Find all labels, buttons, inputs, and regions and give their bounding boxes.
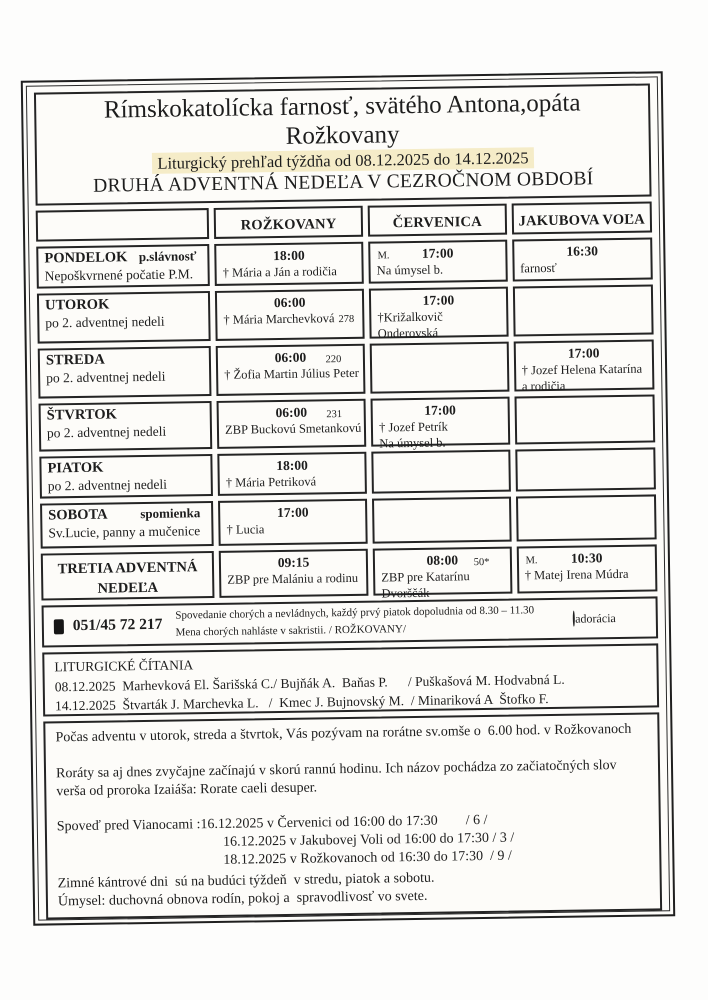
mass-cell-empty xyxy=(515,448,656,492)
mass-time: 17:00 xyxy=(567,345,600,362)
mass-cell xyxy=(369,287,508,339)
mass-time-row xyxy=(371,291,506,311)
mass-intention: † Žofia Martin Július Peter xyxy=(224,366,360,383)
title-block xyxy=(34,83,652,206)
mass-time-row xyxy=(220,503,365,523)
confession-info-line1: Spovedanie chorých a nevládnych, každý prvý piatok dopoludnia od 8.30 – 11.30 xyxy=(175,604,535,622)
mass-cell xyxy=(216,344,366,396)
mass-intention: ZBP pre Katarínu Dvorščák xyxy=(381,569,470,601)
parish-name: Rímskokatolícka farnosť, svätého Antona,opáta xyxy=(103,89,581,124)
mass-prefix: M. xyxy=(377,250,390,262)
mass-time-row xyxy=(375,551,510,571)
mass-time: 17:00 xyxy=(421,245,454,262)
mass-time: 06:00 xyxy=(274,349,307,366)
confession-schedule xyxy=(57,810,650,873)
liturgical-readings xyxy=(42,644,659,717)
sunday-title: DRUHÁ ADVENTNÁ NEDEĽA V CEZROČNOM OBDOBÍ xyxy=(92,168,594,198)
day-name: ŠTVRTOK xyxy=(46,406,117,424)
column-header-jakubova-vola: JAKUBOVA VOĽA xyxy=(511,202,652,235)
document-outer-frame xyxy=(21,71,675,925)
mass-time-row xyxy=(370,244,505,264)
mass-number: 220 xyxy=(325,354,342,366)
mass-cell xyxy=(512,238,653,282)
mass-intention: farnosť xyxy=(520,261,557,276)
mass-time: 17:00 xyxy=(276,504,309,521)
mass-cell-empty xyxy=(516,495,657,542)
mass-cell xyxy=(217,399,367,449)
mass-cell xyxy=(218,499,368,546)
day-cell-utorok xyxy=(37,291,211,344)
parish-schedule-document xyxy=(21,71,675,925)
mass-time-row xyxy=(515,344,652,364)
mass-number: 50* xyxy=(473,557,490,569)
day-name: PIATOK xyxy=(47,460,104,477)
mass-time: 06:00 xyxy=(275,404,308,421)
document-inner-frame xyxy=(26,76,670,920)
confession-info xyxy=(171,603,534,642)
adoration-note xyxy=(567,611,616,627)
day-cell-tretia-adventna-nedela: TRETIA ADVENTNÁ NEDEĽA xyxy=(41,551,215,601)
mass-cell xyxy=(373,547,512,601)
mass-cell xyxy=(214,242,364,286)
day-cell-piatok xyxy=(39,454,213,499)
day-subtitle: po 2. adventnej nedeli xyxy=(47,476,168,494)
mass-time-row xyxy=(221,553,366,573)
phone-number: 051/45 72 217 xyxy=(72,616,163,635)
mass-cell xyxy=(368,240,507,284)
mass-time: 16:30 xyxy=(566,243,599,260)
day-subtitle: Sv.Lucie, panny a mučenice xyxy=(48,522,201,541)
mass-intention: ZBP Buckovú Smetankovú xyxy=(224,421,362,438)
mass-ref: 278 xyxy=(338,314,355,326)
mass-intention: †Križalkovič Onderovská xyxy=(377,309,443,341)
confession-info-line2: Mena chorých nahláste v sakristii. / ROŽKOVANY/ xyxy=(175,623,407,639)
mass-cell xyxy=(516,545,657,594)
day-cell-stvrtok xyxy=(39,401,213,452)
column-header-rozkovany: ROŽKOVANY xyxy=(214,206,363,239)
mass-time-row xyxy=(518,549,655,569)
mass-time: 10:30 xyxy=(570,550,603,567)
day-subtitle: po 2. adventnej nedeli xyxy=(46,368,166,386)
day-subtitle: Nepoškvrnené počatie P.M. xyxy=(44,266,194,284)
mass-cell xyxy=(217,452,367,496)
mass-intention: Na úmysel b. xyxy=(376,262,444,278)
announcement-rorate-invite: Počas adventu v utorok, streda a štvrtok, Vás pozývam na rorátne sv.omše o 6.00 hod. v Rožkovanoch xyxy=(55,722,632,746)
day-cell-streda xyxy=(38,346,212,399)
mass-time: 18:00 xyxy=(273,248,305,264)
mass-time-row xyxy=(219,403,364,423)
mass-cell xyxy=(215,289,365,341)
mass-intention-2: a rodičia xyxy=(521,378,566,394)
day-name: PONDELOK xyxy=(44,249,128,267)
mass-time: 17:00 xyxy=(422,292,455,309)
announcement-intention: Úmysel: duchovná obnova rodín, pokoj a spravodlivosť vo svete. xyxy=(57,888,428,910)
announcement-rorate-history: Roráty sa aj dnes zvyčajne začínajú v skorú rannú hodinu. Ich názov pochádza zo začiatočných slov verša od proroka Izaiáša: Rorate caeli desuper. xyxy=(55,757,621,800)
day-name: SOBOTA xyxy=(48,506,108,524)
day-title xyxy=(44,249,202,269)
mass-intention: † Jozef Petrík xyxy=(378,419,448,435)
mass-time-row xyxy=(373,401,508,421)
column-header-cervenica: ČERVENICA xyxy=(368,204,507,237)
corner-cell xyxy=(36,208,210,242)
contact-strip xyxy=(42,597,659,648)
mass-time: 08:00 xyxy=(426,552,459,569)
mass-time: 18:00 xyxy=(276,457,308,474)
mass-cell-empty xyxy=(372,497,511,544)
readings-row-2: 14.12.2025 Štvarták J. Marchevka L. / Kmec J. Bujnovský M. / Minariková A Štofko F. xyxy=(54,690,549,714)
mass-time-row xyxy=(219,456,364,476)
day-note: p.slávnosť xyxy=(138,248,197,265)
mass-intention: ZBP pre Malániu a rodinu xyxy=(227,571,359,588)
confession-date-1: 16.12.2025 v Červenici od 16:00 do 17:30 / 6 / xyxy=(200,812,488,833)
mass-intention: † Mária Petriková xyxy=(225,474,317,491)
day-subtitle: po 2. adventnej nedeli xyxy=(46,423,167,441)
mass-cell-empty xyxy=(370,342,509,394)
mass-time: 17:00 xyxy=(424,402,456,419)
mass-intention: † Mária a Ján a rodičia xyxy=(222,264,338,281)
mass-time: 09:15 xyxy=(277,554,310,571)
day-name: UTOROK xyxy=(44,296,110,314)
mass-cell xyxy=(219,549,369,598)
mass-time-row xyxy=(218,348,363,368)
mass-cell-empty xyxy=(514,395,655,445)
mass-cell-empty xyxy=(371,450,510,494)
parish-town: Rožkovany xyxy=(285,120,400,150)
confession-date-3: 18.12.2025 v Rožkovanoch od 16:30 do 17:30 / 9 / xyxy=(223,848,512,869)
phone-icon xyxy=(54,619,64,634)
announcement-ember-days: Zimné kántrové dni sú na budúci týždeň v stredu, piatok a sobotu. xyxy=(57,870,435,891)
mass-cell xyxy=(371,397,510,451)
day-subtitle: po 2. adventnej nedeli xyxy=(45,313,165,331)
mass-time-row xyxy=(514,242,651,262)
mass-intention: † Jozef Helena Katarína xyxy=(521,362,643,378)
readings-title: LITURGICKÉ ČÍTANIA xyxy=(54,657,194,675)
readings-row-1: 08.12.2025 Marhevková El. Šarišská C./ Bujňák A. Baňas P. / Puškašová M. Hodvabná L. xyxy=(54,671,565,694)
day-name: STREDA xyxy=(45,351,105,369)
adoration-label: adorácia xyxy=(575,610,616,626)
mass-prefix: M. xyxy=(525,555,538,567)
day-note: spomienka xyxy=(140,505,201,522)
confession-date-2: 16.12.2025 v Jakubovej Voli od 16:00 do 17:30 / 3 / xyxy=(222,830,515,851)
mass-time-row xyxy=(217,293,362,313)
mass-intention: † Matej Irena Múdra xyxy=(524,567,629,583)
mass-cell xyxy=(513,340,654,392)
mass-intention: † Mária Marchevková 278 xyxy=(223,311,355,328)
mass-intention: † Lucia xyxy=(226,522,265,538)
announcements xyxy=(43,713,662,920)
mass-cell-empty xyxy=(512,285,653,337)
mass-time-row xyxy=(216,246,361,266)
day-cell-sobota xyxy=(40,501,214,549)
mass-number: 231 xyxy=(326,409,343,421)
mass-intention-2: Na úmysel b. xyxy=(379,435,446,451)
day-cell-pondelok xyxy=(36,244,210,289)
week-range-highlight: Liturgický prehľad týždňa od 08.12.2025 do 14.12.2025 xyxy=(152,147,533,174)
day-title xyxy=(48,505,206,525)
confession-label: Spoveď pred Vianocami : xyxy=(56,817,201,835)
mass-time: 06:00 xyxy=(273,295,306,311)
schedule-table xyxy=(36,202,658,601)
